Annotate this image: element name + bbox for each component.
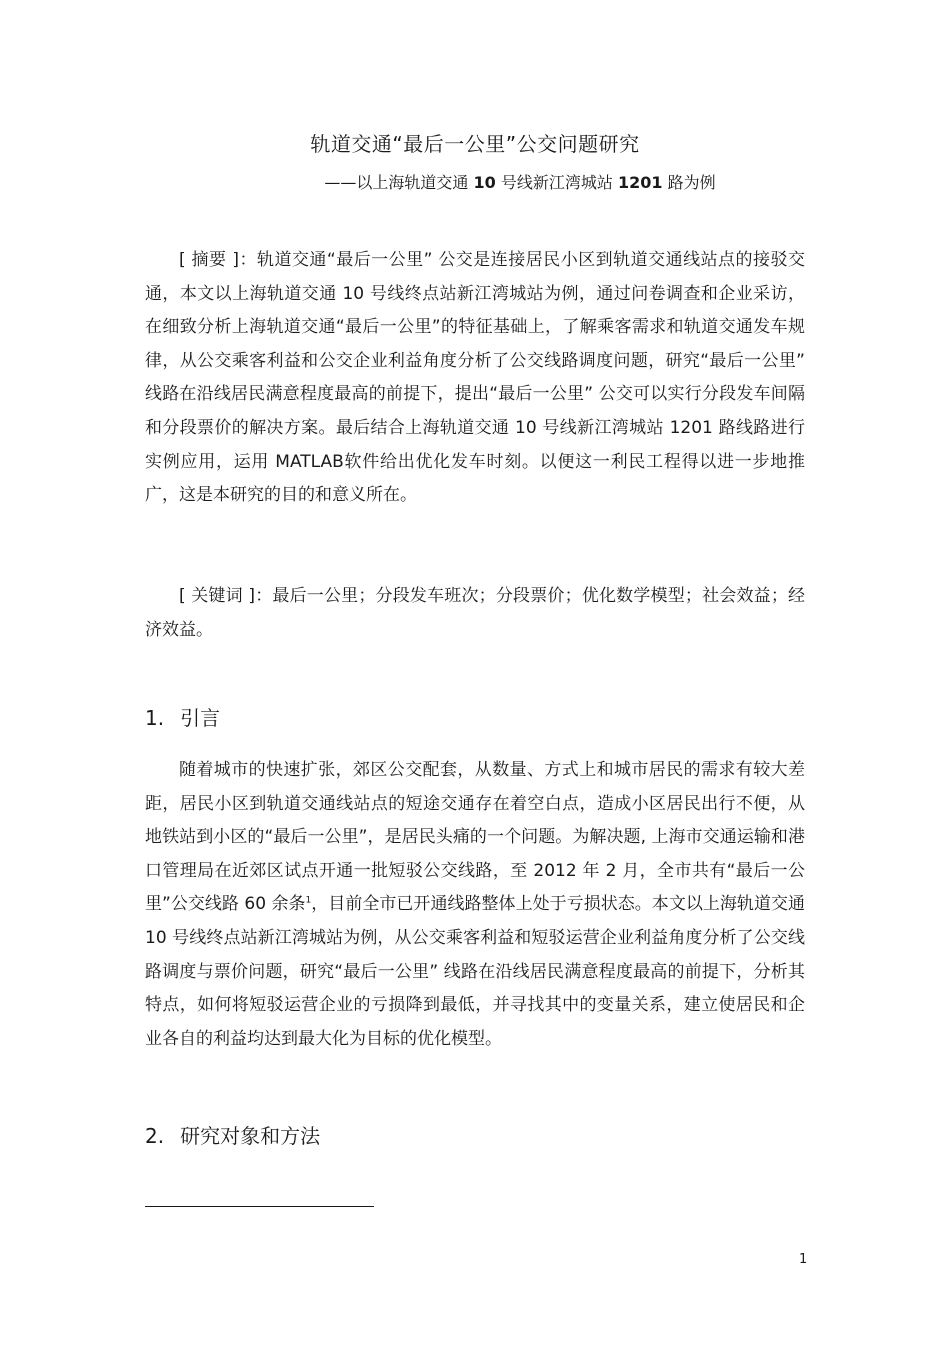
subtitle-line-number: 10 <box>473 173 496 192</box>
section-number: 2. <box>145 1124 165 1148</box>
section-number: 1. <box>145 706 165 730</box>
section-title: 研究对象和方法 <box>180 1124 321 1148</box>
footnote-divider <box>145 1206 374 1207</box>
footnote-marker[interactable]: 1 <box>305 895 312 906</box>
subtitle-station: 号线新江湾城站 <box>500 173 613 192</box>
keywords-text: 最后一公里；分段发车班次；分段票价；优化数学模型；社会效益；经济效益。 <box>145 586 806 640</box>
introduction-paragraph <box>145 754 805 1056</box>
abstract-paragraph <box>145 244 805 513</box>
subtitle-prefix: ——以上海轨道交通 <box>324 173 469 192</box>
keywords-paragraph <box>145 580 805 647</box>
subtitle-suffix: 路为例 <box>667 173 716 192</box>
intro-text-part2: ，目前全市已开通线路整体上处于亏损状态。本文以上海轨道交通 10 号线终点站新江湾城站为例，从公交乘客利益和短驳运营企业利益角度分析了公交线路调度与票价问题，研究“最后一公里” 线路在沿线居民满意程度最高的前提下，分析其特点，如何将短驳运营企业的亏损降到最低，并寻找其中的变量关系，建立使居民和企业各自的利益均达到最大化为目标的优化模型。 <box>145 894 806 1049</box>
section-heading-introduction <box>145 702 220 731</box>
paper-subtitle <box>0 170 950 193</box>
page-number: 1 <box>799 1252 808 1267</box>
section-heading-methods <box>145 1120 320 1149</box>
abstract-text: 轨道交通“最后一公里” 公交是连接居民小区到轨道交通线站点的接驳交通，本文以上海轨道交通 10 号线终点站新江湾城站为例，通过问卷调查和企业采访，在细致分析上海轨道交通“最后一公里”的特征基础上，了解乘客需求和轨道交通发车规律，从公交乘客利益和公交企业利益角度分析了公交线路调度问题，研究“最后一公里” 线路在沿线居民满意程度最高的前提下，提出“最后一公里” 公交可以实行分段发车间隔和分段票价的解决方案。最后结合上海轨道交通 10 号线新江湾城站 1201 路线路进行实例应用，运用 MATLAB软件给出优化发车时刻。以便这一利民工程得以进一步地推广，这是本研究的目的和意义所在。 <box>145 250 805 506</box>
paper-title: 轨道交通“最后一公里”公交问题研究 <box>310 132 640 156</box>
keywords-label: [ 关键词 ]： <box>179 586 273 606</box>
intro-text-part1: 随着城市的快速扩张，郊区公交配套，从数量、方式上和城市居民的需求有较大差距，居民小区到轨道交通线站点的短途交通存在着空白点，造成小区居民出行不便，从地铁站到小区的“最后一公里”，是居民头痛的一个问题。为解决题, 上海市交通运输和港口管理局在近郊区试点开通一批短驳公交线路，至 2012 年 2 月，全市共有“最后一公里”公交线路 60 余条 <box>145 760 805 915</box>
section-title: 引言 <box>180 706 221 730</box>
subtitle-route-number: 1201 <box>617 173 663 192</box>
abstract-label: [ 摘要 ]： <box>179 250 257 270</box>
